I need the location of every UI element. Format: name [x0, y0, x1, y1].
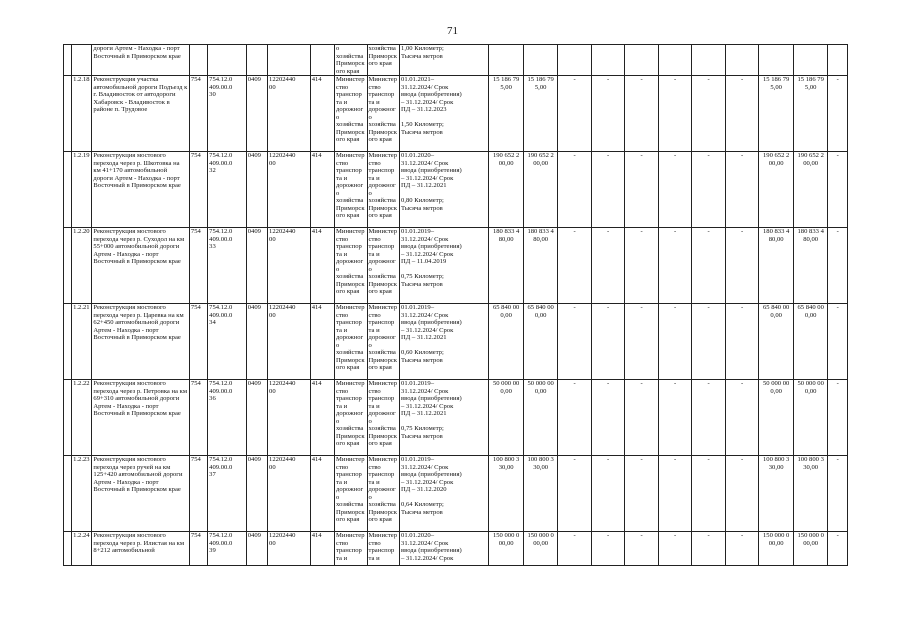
expense-type-code: 414 [310, 228, 334, 304]
funding-total: 100 800 3 30,00 [489, 456, 524, 532]
grbs-code: 754 [189, 532, 207, 566]
funding-local: - [591, 456, 625, 532]
target-article-code: 12202440 00 [268, 380, 311, 456]
customer: Министер ство транспор та и дорожног о хозяйства Приморск ого края [335, 380, 367, 456]
developer: Министер ство транспор та и дорожног о хозяйства Приморск ого края [367, 152, 399, 228]
row-marker [64, 152, 72, 228]
funding-2024-extra: - [828, 152, 848, 228]
funding-federal: - [558, 380, 592, 456]
table-row [64, 456, 848, 532]
funding-2024-extra: - [828, 532, 848, 566]
target-article-code: 12202440 00 [268, 152, 311, 228]
funding-col7: - [725, 152, 759, 228]
object-name: Реконструкция мостового перехода через ручей на км 125+420 автомобильной дороги Артем - Находка - порт Восточный в Приморском крае [92, 456, 189, 532]
funding-col7: - [725, 380, 759, 456]
funding-2024-total: 65 840 00 0,00 [759, 304, 794, 380]
funding-2024-total: 180 833 4 80,00 [759, 228, 794, 304]
funding-2024-regional: 150 000 0 00,00 [793, 532, 828, 566]
object-name: Реконструкция мостового перехода через р. Царевка на км 62+450 автомобильной дороги Артем - Находка - порт Восточный в Приморском крае [92, 304, 189, 380]
funding-total: 150 000 0 00,00 [489, 532, 524, 566]
funding-col5: - [658, 456, 692, 532]
grbs-code: 754 [189, 304, 207, 380]
row-number: 1.2.23 [72, 456, 92, 532]
schedule-and-capacity: 01.01.2019– 31.12.2024/ Срок ввода (приобретения) – 31.12.2024/ Срок ПД – 31.12.2021 0,60 Километр; Тысяча метров [400, 304, 489, 380]
expense-type-code: 414 [310, 76, 334, 152]
funding-local: - [591, 76, 625, 152]
funding-local: - [591, 152, 625, 228]
budget-code: 754.12.0 409.00.0 36 [208, 380, 247, 456]
funding-col7: - [725, 532, 759, 566]
funding-local: - [591, 304, 625, 380]
row-marker [64, 380, 72, 456]
funding-col6: - [692, 152, 726, 228]
funding-2024-regional: 190 652 2 00,00 [793, 152, 828, 228]
expense-type-code: 414 [310, 532, 334, 566]
funding-col6: - [692, 380, 726, 456]
funding-federal: - [558, 228, 592, 304]
row-number: 1.2.19 [72, 152, 92, 228]
funding-2024-regional: 65 840 00 0,00 [793, 304, 828, 380]
funding-2024-extra: - [828, 76, 848, 152]
expense-type-code: 414 [310, 456, 334, 532]
section-code: 0409 [246, 228, 267, 304]
funding-federal: - [558, 76, 592, 152]
grbs-code: 754 [189, 456, 207, 532]
funding-col6 [692, 45, 726, 76]
funding-col5 [658, 45, 692, 76]
row-marker [64, 76, 72, 152]
funding-regional: 100 800 3 30,00 [523, 456, 558, 532]
schedule-and-capacity: 01.01.2019– 31.12.2024/ Срок ввода (приобретения) – 31.12.2024/ Срок ПД – 31.12.2021 0,75 Километр; Тысяча метров [400, 380, 489, 456]
developer: Министер ство транспор та и [367, 532, 399, 566]
customer: Министер ство транспор та и дорожног о хозяйства Приморск ого края [335, 304, 367, 380]
row-number: 1.2.21 [72, 304, 92, 380]
funding-2024-extra: - [828, 228, 848, 304]
row-number: 1.2.24 [72, 532, 92, 566]
funding-other: - [625, 152, 659, 228]
funding-2024-extra: - [828, 380, 848, 456]
table-row [64, 228, 848, 304]
funding-2024-total: 190 652 2 00,00 [759, 152, 794, 228]
row-number: 1.2.20 [72, 228, 92, 304]
funding-local: - [591, 380, 625, 456]
expense-type-code: 414 [310, 380, 334, 456]
funding-2024-regional: 15 186 79 5,00 [793, 76, 828, 152]
funding-total: 190 652 2 00,00 [489, 152, 524, 228]
funding-2024-regional: 100 800 3 30,00 [793, 456, 828, 532]
object-name: Реконструкция мостового перехода через р. Шкотовка на км 41+170 автомобильной дороги Артем - Находка - порт Восточный в Приморском крае [92, 152, 189, 228]
funding-federal: - [558, 304, 592, 380]
schedule-and-capacity: 01.01.2019– 31.12.2024/ Срок ввода (приобретения) – 31.12.2024/ Срок ПД – 31.12.2020 0,64 Километр; Тысяча метров [400, 456, 489, 532]
section-code: 0409 [246, 304, 267, 380]
page-number: 71 [447, 25, 458, 37]
funding-2024-regional [793, 45, 828, 76]
funding-2024-extra: - [828, 456, 848, 532]
schedule-and-capacity: 01.01.2019– 31.12.2024/ Срок ввода (приобретения) – 31.12.2024/ Срок ПД – 11.04.2019 0,75 Километр; Тысяча метров [400, 228, 489, 304]
funding-regional: 50 000 00 0,00 [523, 380, 558, 456]
funding-2024-total: 50 000 00 0,00 [759, 380, 794, 456]
funding-col6: - [692, 304, 726, 380]
funding-other: - [625, 76, 659, 152]
customer: о хозяйства Приморск ого края [335, 45, 367, 76]
grbs-code: 754 [189, 152, 207, 228]
target-article-code [268, 45, 311, 76]
budget-code: 754.12.0 409.00.0 33 [208, 228, 247, 304]
funding-other: - [625, 304, 659, 380]
funding-col6: - [692, 456, 726, 532]
target-article-code: 12202440 00 [268, 456, 311, 532]
table-row [64, 532, 848, 566]
row-marker [64, 228, 72, 304]
funding-total: 65 840 00 0,00 [489, 304, 524, 380]
funding-regional: 15 186 79 5,00 [523, 76, 558, 152]
table-row [64, 76, 848, 152]
developer: Министер ство транспор та и дорожног о хозяйства Приморск ого края [367, 304, 399, 380]
funding-regional: 150 000 0 00,00 [523, 532, 558, 566]
funding-col5: - [658, 228, 692, 304]
row-number: 1.2.18 [72, 76, 92, 152]
budget-code [208, 45, 247, 76]
object-name: дороги Артем - Находка - порт Восточный в Приморском крае [92, 45, 189, 76]
table-row [64, 380, 848, 456]
funding-col5: - [658, 532, 692, 566]
funding-local [591, 45, 625, 76]
funding-federal [558, 45, 592, 76]
funding-col5: - [658, 76, 692, 152]
funding-col7 [725, 45, 759, 76]
developer: Министер ство транспор та и дорожног о хозяйства Приморск ого края [367, 380, 399, 456]
section-code: 0409 [246, 76, 267, 152]
budget-table [63, 44, 848, 566]
target-article-code: 12202440 00 [268, 228, 311, 304]
schedule-and-capacity: 01.01.2020– 31.12.2024/ Срок ввода (приобретения) – 31.12.2024/ Срок ПД – 31.12.2021 0,80 Километр; Тысяча метров [400, 152, 489, 228]
developer: Министер ство транспор та и дорожног о хозяйства Приморск ого края [367, 228, 399, 304]
funding-col5: - [658, 152, 692, 228]
funding-other: - [625, 228, 659, 304]
section-code: 0409 [246, 532, 267, 566]
table-row [64, 45, 848, 76]
funding-col5: - [658, 380, 692, 456]
funding-2024-total: 100 800 3 30,00 [759, 456, 794, 532]
budget-code: 754.12.0 409.00.0 32 [208, 152, 247, 228]
object-name: Реконструкция мостового перехода через р. Суходол на км 55+000 автомобильной дороги Артем - Находка - порт Восточный в Приморском крае [92, 228, 189, 304]
funding-other [625, 45, 659, 76]
object-name: Реконструкция мостового перехода через р. Илистая на км 8+212 автомобильной [92, 532, 189, 566]
budget-code: 754.12.0 409.00.0 37 [208, 456, 247, 532]
funding-other: - [625, 456, 659, 532]
funding-2024-regional: 180 833 4 80,00 [793, 228, 828, 304]
table-row [64, 304, 848, 380]
funding-regional: 180 833 4 80,00 [523, 228, 558, 304]
grbs-code: 754 [189, 380, 207, 456]
funding-2024-total [759, 45, 794, 76]
funding-total [489, 45, 524, 76]
funding-2024-total: 15 186 79 5,00 [759, 76, 794, 152]
grbs-code: 754 [189, 228, 207, 304]
customer: Министер ство транспор та и дорожног о хозяйства Приморск ого края [335, 76, 367, 152]
section-code: 0409 [246, 456, 267, 532]
funding-total: 50 000 00 0,00 [489, 380, 524, 456]
funding-regional [523, 45, 558, 76]
funding-2024-regional: 50 000 00 0,00 [793, 380, 828, 456]
funding-2024-extra [828, 45, 848, 76]
grbs-code [189, 45, 207, 76]
customer: Министер ство транспор та и дорожног о хозяйства Приморск ого края [335, 152, 367, 228]
target-article-code: 12202440 00 [268, 532, 311, 566]
row-marker [64, 456, 72, 532]
row-marker [64, 304, 72, 380]
section-code: 0409 [246, 152, 267, 228]
funding-col7: - [725, 304, 759, 380]
row-marker [64, 532, 72, 566]
funding-federal: - [558, 456, 592, 532]
row-number: 1.2.22 [72, 380, 92, 456]
customer: Министер ство транспор та и дорожног о хозяйства Приморск ого края [335, 456, 367, 532]
funding-local: - [591, 532, 625, 566]
funding-federal: - [558, 532, 592, 566]
schedule-and-capacity: 01.01.2021– 31.12.2024/ Срок ввода (приобретения) – 31.12.2024/ Срок ПД – 31.12.2023 1,50 Километр; Тысяча метров [400, 76, 489, 152]
row-number [72, 45, 92, 76]
section-code: 0409 [246, 380, 267, 456]
target-article-code: 12202440 00 [268, 304, 311, 380]
developer: хозяйства Приморск ого края [367, 45, 399, 76]
expense-type-code [310, 45, 334, 76]
developer: Министер ство транспор та и дорожног о хозяйства Приморск ого края [367, 76, 399, 152]
funding-total: 180 833 4 80,00 [489, 228, 524, 304]
funding-other: - [625, 532, 659, 566]
funding-col6: - [692, 76, 726, 152]
funding-2024-total: 150 000 0 00,00 [759, 532, 794, 566]
developer: Министер ство транспор та и дорожног о хозяйства Приморск ого края [367, 456, 399, 532]
customer: Министер ство транспор та и [335, 532, 367, 566]
funding-col6: - [692, 532, 726, 566]
funding-regional: 190 652 2 00,00 [523, 152, 558, 228]
expense-type-code: 414 [310, 304, 334, 380]
target-article-code: 12202440 00 [268, 76, 311, 152]
object-name: Реконструкция участка автомобильной дороги Подъезд к г. Владивосток от автодороги Хабаровск - Владивосток в районе п. Трудовое [92, 76, 189, 152]
funding-regional: 65 840 00 0,00 [523, 304, 558, 380]
budget-code: 754.12.0 409.00.0 39 [208, 532, 247, 566]
row-marker [64, 45, 72, 76]
object-name: Реконструкция мостового перехода через р. Петровка на км 69+310 автомобильной дороги Артем - Находка - порт Восточный в Приморском крае [92, 380, 189, 456]
customer: Министер ство транспор та и дорожног о хозяйства Приморск ого края [335, 228, 367, 304]
schedule-and-capacity: 1,00 Километр; Тысяча метров [400, 45, 489, 76]
funding-other: - [625, 380, 659, 456]
table-row [64, 152, 848, 228]
budget-code: 754.12.0 409.00.0 30 [208, 76, 247, 152]
expense-type-code: 414 [310, 152, 334, 228]
funding-col7: - [725, 76, 759, 152]
funding-col7: - [725, 456, 759, 532]
schedule-and-capacity: 01.01.2020– 31.12.2024/ Срок ввода (приобретения) – 31.12.2024/ Срок [400, 532, 489, 566]
section-code [246, 45, 267, 76]
funding-local: - [591, 228, 625, 304]
funding-col6: - [692, 228, 726, 304]
funding-col7: - [725, 228, 759, 304]
funding-2024-extra: - [828, 304, 848, 380]
budget-code: 754.12.0 409.00.0 34 [208, 304, 247, 380]
funding-col5: - [658, 304, 692, 380]
funding-total: 15 186 79 5,00 [489, 76, 524, 152]
grbs-code: 754 [189, 76, 207, 152]
funding-federal: - [558, 152, 592, 228]
